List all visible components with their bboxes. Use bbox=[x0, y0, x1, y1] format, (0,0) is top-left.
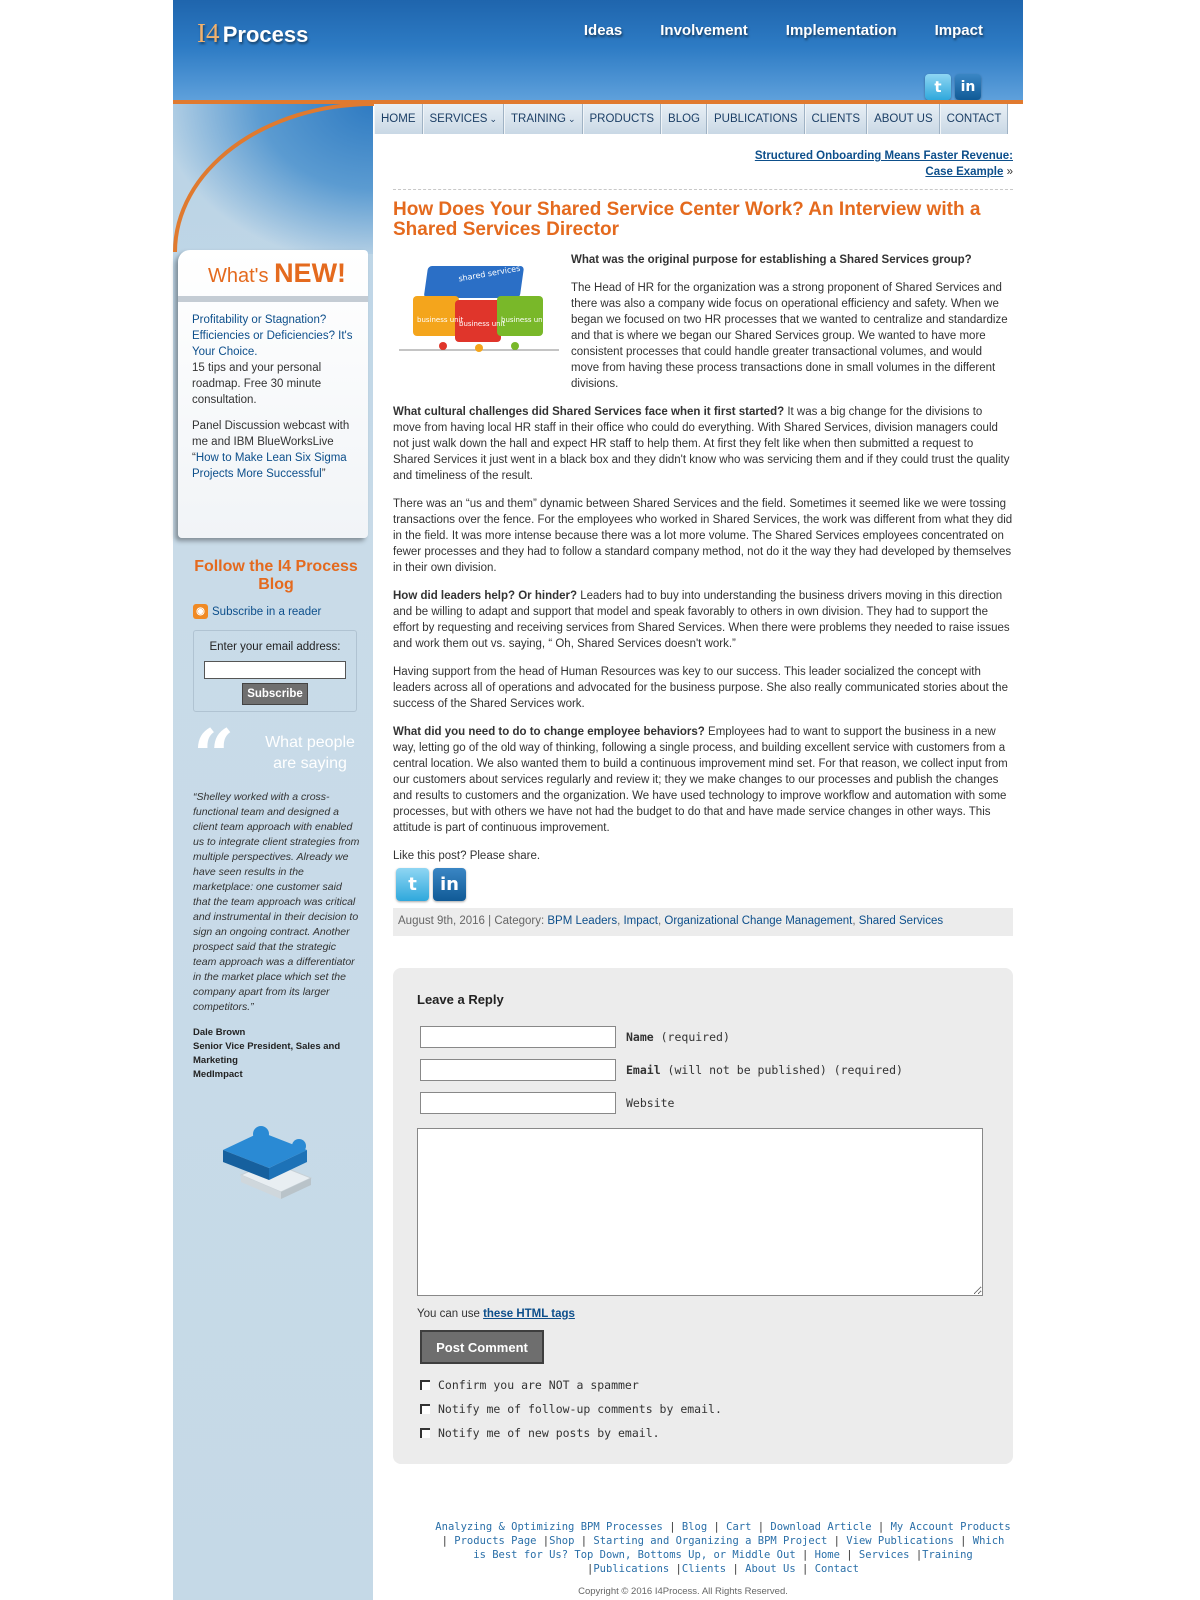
follow-blog-title: Follow the I4 Process Blog bbox=[194, 558, 358, 593]
topnav-involvement[interactable]: Involvement bbox=[660, 22, 748, 39]
post-date: August 9th, 2016 | Category: bbox=[398, 915, 548, 927]
rss-icon: ◉ bbox=[193, 604, 208, 619]
notify-posts-check[interactable]: Notify me of new posts by email. bbox=[420, 1426, 660, 1440]
share-text: Like this post? Please share. bbox=[393, 850, 541, 862]
whats-new-title bbox=[208, 258, 346, 289]
linkedin-share-icon[interactable]: in bbox=[433, 868, 466, 901]
checkbox[interactable] bbox=[420, 1428, 430, 1438]
topnav-ideas[interactable]: Ideas bbox=[583, 22, 623, 39]
footer-link[interactable]: Download Article bbox=[770, 1521, 872, 1533]
website-input[interactable] bbox=[420, 1092, 616, 1114]
menu-clients[interactable]: CLIENTS bbox=[805, 104, 868, 134]
share-links bbox=[396, 868, 466, 901]
footer-link[interactable]: Which is Best for Us? Top Down, Bottoms Up, or Middle Out bbox=[473, 1535, 1005, 1561]
footer-link[interactable]: Blog bbox=[681, 1521, 708, 1533]
webcast-link[interactable]: How to Make Lean Six Sigma Projects More Successful bbox=[192, 452, 347, 480]
footer-link[interactable]: Training bbox=[922, 1549, 973, 1561]
menu-blog[interactable]: BLOG bbox=[661, 104, 707, 134]
logo-i4: I4 bbox=[197, 18, 220, 48]
case-example-link-block bbox=[755, 148, 1013, 180]
webcast-text: Panel Discussion webcast with me and IBM BlueWorksLive “ bbox=[192, 420, 350, 464]
category-impact[interactable]: Impact bbox=[623, 915, 658, 927]
whats-new-panel bbox=[178, 250, 368, 538]
paragraph-4 bbox=[393, 588, 1013, 652]
question-1: What was the original purpose for establishing a Shared Services group? bbox=[571, 254, 972, 266]
footer-link[interactable]: Cart bbox=[726, 1521, 752, 1533]
name-row bbox=[420, 1026, 730, 1048]
subscribe-reader bbox=[193, 604, 321, 619]
subscribe-reader-link[interactable]: Subscribe in a reader bbox=[212, 605, 322, 618]
checkbox[interactable] bbox=[420, 1380, 430, 1390]
chevron-down-icon: ⌄ bbox=[489, 113, 497, 124]
reply-form bbox=[393, 968, 1013, 1464]
menu-products[interactable]: PRODUCTS bbox=[583, 104, 662, 134]
paragraph-3: There was an “us and them” dynamic between Shared Services and the field. Sometimes it seemed like we were tossing transactions over the fence. For the employees who worked in Shared Services, the work was different from what they did in the field. It was more intense because there was a lot more volume. The Shared Services employees concentrated on fewer processes and they had to follow a standard company method, not do it the way they had developed by themselves in their own division. bbox=[393, 498, 1013, 574]
image-label-left: business unit bbox=[417, 316, 464, 324]
profitability-link[interactable]: Profitability or Stagnation? Efficiencies or Deficiencies? It's Your Choice. bbox=[192, 314, 353, 358]
image-label-top: shared services bbox=[457, 263, 521, 284]
attrib-title: Senior Vice President, Sales and Marketing bbox=[193, 1041, 341, 1066]
question-6: What did you need to do to change employee behaviors? bbox=[393, 726, 705, 738]
checkbox[interactable] bbox=[420, 1404, 430, 1414]
answer-1: The Head of HR for the organization was a strong proponent of Shared Services and there was also a company wide focus on operational efficiency and safety. When we began we focused on two HR processes that we wanted to centralize and standardize and that is where we began our Shared Services group. We wanted to have more consistent processes that could handle greater transactional volumes, and would move from having these process transactions done in small volumes in the different divisions. bbox=[571, 282, 1008, 390]
divider bbox=[393, 189, 1013, 190]
name-label: Name (required) bbox=[626, 1030, 730, 1044]
post-title: How Does Your Shared Service Center Work? An Interview with a Shared Services Director bbox=[393, 199, 981, 240]
whats-new-body bbox=[192, 312, 362, 492]
whats-new-highlight: NEW! bbox=[274, 258, 347, 288]
site-logo[interactable] bbox=[197, 18, 308, 49]
comment-textarea[interactable] bbox=[417, 1128, 983, 1296]
case-arrow: » bbox=[1003, 166, 1013, 178]
question-4: How did leaders help? Or hinder? bbox=[393, 590, 578, 602]
footer-link[interactable]: Products bbox=[960, 1521, 1011, 1533]
footer-link[interactable]: My Account bbox=[890, 1521, 954, 1533]
category-shared-services[interactable]: Shared Services bbox=[858, 915, 944, 927]
website-label: Website bbox=[626, 1096, 675, 1110]
email-input[interactable] bbox=[420, 1059, 616, 1081]
copyright: Copyright © 2016 I4Process. All Rights Reserved. bbox=[578, 1586, 788, 1597]
question-2: What cultural challenges did Shared Services face when it first started? bbox=[393, 406, 785, 418]
image-label-right: business unit bbox=[501, 316, 548, 324]
post-meta: August 9th, 2016 | Category: BPM Leaders, Impact, Organizational Change Management, Shared Services bbox=[393, 908, 1013, 936]
menu-training[interactable]: TRAINING ⌄ bbox=[504, 104, 583, 134]
spam-check[interactable]: Confirm you are NOT a spammer bbox=[420, 1378, 639, 1392]
whats-new-prefix: What's bbox=[208, 265, 269, 287]
name-input[interactable] bbox=[420, 1026, 616, 1048]
site-header bbox=[173, 0, 1023, 104]
image-label-mid: business unit bbox=[459, 320, 506, 328]
footer-link[interactable]: Home bbox=[814, 1549, 840, 1561]
footer-link[interactable]: Services bbox=[858, 1549, 910, 1561]
menu-about-us[interactable]: ABOUT US bbox=[867, 104, 940, 134]
puzzle-image bbox=[211, 1120, 341, 1220]
paragraph-6 bbox=[393, 724, 1013, 836]
email-subscribe-input[interactable] bbox=[204, 661, 346, 679]
menu-home[interactable]: HOME bbox=[374, 104, 423, 134]
paragraph-5: Having support from the head of Human Resources was key to our success. This leader socialized the concept with leaders across all of operations and advocated for the business purpose. She also really communicated stories about the success of the Shared Services work. bbox=[393, 666, 1008, 710]
what-people-heading: What people are saying bbox=[265, 734, 355, 772]
answer-6: Employees had to want to support the business in a new way, letting go of the old way of thinking, following a single process, and building excellent service with customers from a central location. We also wanted them to build a continuous improvement mind set. For that reason, we collect input from our customers about services regularly and review it; they we make changes to our processes and publish the changes and results to customers and the organization. We have used technology to improve workflow and automation with some processes, but with others we have not had the budget to do that and have made service changes in other ways. This attitude is part of continuous improvement. bbox=[393, 726, 1008, 834]
reply-title: Leave a Reply bbox=[417, 992, 504, 1007]
footer-link[interactable]: Analyzing & Optimizing BPM Processes bbox=[435, 1521, 663, 1533]
twitter-share-icon[interactable]: t bbox=[396, 868, 429, 901]
webcast-end: ” bbox=[321, 468, 326, 480]
html-tags-note: You can use these HTML tags bbox=[417, 1308, 575, 1320]
footer-link[interactable]: Clients bbox=[681, 1563, 727, 1575]
paragraph-2 bbox=[393, 404, 1013, 484]
attrib-company: MedImpact bbox=[193, 1069, 243, 1080]
menu-contact[interactable]: CONTACT bbox=[940, 104, 1009, 134]
top-nav bbox=[584, 22, 983, 39]
whats-new-divider bbox=[178, 296, 368, 302]
footer-link[interactable]: Publications bbox=[593, 1563, 670, 1575]
website-row bbox=[420, 1092, 674, 1114]
email-subscribe-form bbox=[193, 630, 357, 712]
html-tags-link[interactable]: these HTML tags bbox=[483, 1308, 575, 1320]
quote-icon: “ bbox=[193, 713, 235, 798]
post-body bbox=[393, 252, 1013, 848]
notify-comments-check[interactable]: Notify me of follow-up comments by email. bbox=[420, 1402, 722, 1416]
category-bpm-leaders[interactable]: BPM Leaders bbox=[547, 915, 618, 927]
post-comment-button[interactable]: Post Comment bbox=[420, 1330, 544, 1364]
case-example-link-1[interactable]: Structured Onboarding Means Faster Revenue: bbox=[754, 150, 1013, 162]
footer-link[interactable]: Shop bbox=[549, 1535, 575, 1547]
menu-services[interactable]: SERVICES ⌄ bbox=[423, 104, 505, 134]
attrib-name: Dale Brown bbox=[193, 1027, 246, 1038]
category-ocm[interactable]: Organizational Change Management bbox=[664, 915, 853, 927]
footer-link[interactable]: View Publications bbox=[846, 1535, 954, 1547]
menu-publications[interactable]: PUBLICATIONS bbox=[707, 104, 805, 134]
subscribe-button[interactable]: Subscribe bbox=[242, 683, 308, 705]
footer-links: Analyzing & Optimizing BPM Processes | Blog | Cart | Download Article | My Account Products | Products Page |Shop | Starting and Organizing a BPM Project | View Publications | Which is Best for Us? Top Down, Bottoms Up, or Middle Out | Home | Services |Training |Publications |Clients | About Us | Contact bbox=[435, 1521, 1011, 1575]
answer-1-paragraph bbox=[393, 280, 1013, 392]
email-label: Email (will not be published) (required) bbox=[626, 1063, 903, 1077]
chevron-down-icon: ⌄ bbox=[567, 113, 576, 124]
testimonial-attribution bbox=[193, 1026, 361, 1082]
answer-4: Leaders had to buy into understanding the business drivers moving in this direction and be willing to adapt and support that model and speak favorably to others in own division. They had to support the effort by requesting and receiving services from Shared Services. When there were problems they needed to raise issues and work them out vs. saying, “ Oh, Shared Services doesn't work.” bbox=[393, 590, 1010, 650]
topnav-impact[interactable]: Impact bbox=[934, 22, 983, 39]
linkedin-icon[interactable]: in bbox=[955, 74, 981, 100]
header-social-links bbox=[925, 74, 981, 100]
main-menu bbox=[374, 104, 1008, 134]
footer-link[interactable]: Products Page bbox=[454, 1535, 537, 1547]
testimonial-text: “Shelley worked with a cross-functional team and designed a client team approach with enabled us to integrate client strategies from multiple perspectives. Already we have seen results in the marketplace: one customer said that the team approach was critical and instrumental in their decision to sign an ongoing contract. Another prospect said that the strategic team approach was a differentiator in the market place which set the company apart from its larger competitors.” bbox=[193, 791, 360, 1013]
email-row bbox=[420, 1059, 903, 1081]
case-example-link-2[interactable]: Case Example bbox=[925, 166, 1004, 178]
answer-2: It was a big change for the divisions to move from having local HR staff in their office who could do everything. With Shared Services, division managers could not just walk down the hall and expect HR staff to help them. At first they felt like when then submitted a request to Shared Services it just went in a black box and they didn't know who was servicing them and if they could trust the quality and timeliness of the result. bbox=[393, 406, 1010, 482]
logo-process: Process bbox=[222, 22, 309, 47]
footer-link[interactable]: About Us bbox=[745, 1563, 796, 1575]
footer-link[interactable]: Contact bbox=[814, 1563, 859, 1575]
twitter-icon[interactable]: t bbox=[925, 74, 951, 100]
topnav-implementation[interactable]: Implementation bbox=[785, 22, 897, 39]
profitability-text: 15 tips and your personal roadmap. Free 30 minute consultation. bbox=[192, 362, 322, 406]
email-label: Enter your email address: bbox=[209, 641, 341, 653]
footer-link[interactable]: Starting and Organizing a BPM Project bbox=[593, 1535, 828, 1547]
